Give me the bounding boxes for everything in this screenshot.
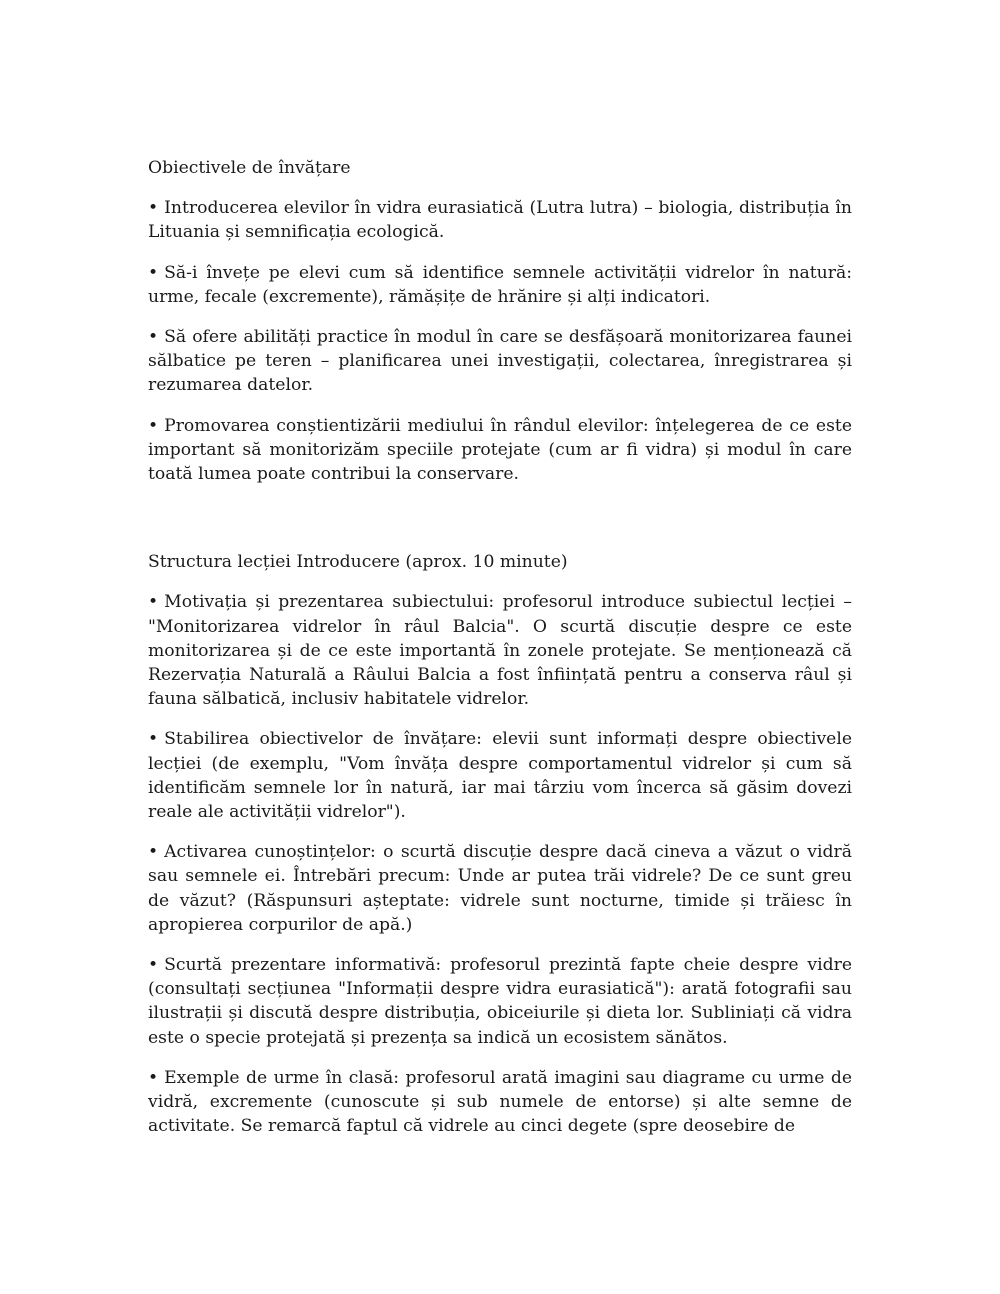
list-item [148, 590, 852, 711]
bullet-icon: • [148, 842, 159, 863]
bullet-icon: • [148, 729, 159, 750]
list-item [148, 727, 852, 824]
list-item-text: Activarea cunoștințelor: o scurtă discuție despre dacă cineva a văzut o vidră sau semnele ei. Întrebări precum: Unde ar putea trăi vidrele? De ce sunt greu de văzut? (Răspunsuri așteptate: vidrele sunt nocturne, timide și trăiesc în apropierea corpurilor de apă.) [148, 842, 852, 935]
bullet-icon: • [148, 415, 159, 436]
bullet-icon: • [148, 198, 159, 219]
section-title-lesson-structure: Structura lecției Introducere (aprox. 10 minute) [148, 552, 568, 573]
bullet-icon: • [148, 1067, 159, 1088]
list-item [148, 840, 852, 937]
bullet-icon: • [148, 262, 159, 283]
list-item [148, 325, 852, 398]
document-page [148, 156, 852, 1155]
list-item-text: Scurtă prezentare informativă: profesorul prezintă fapte cheie despre vidre (consultați secțiunea "Informații despre vidra eurasiatică"): arată fotografii sau ilustrații și discută despre distribuția, obiceiurile și dieta lor. Subliniați că vidra este o specie protejată și prezența sa indică un ecosistem sănătos. [148, 955, 852, 1048]
list-item-text: Motivația și prezentarea subiectului: profesorul introduce subiectul lecției – "Monitorizarea vidrelor în râul Balcia". O scurtă discuție despre ce este monitorizarea și de ce este importantă în zonele protejate. Se menționează că Rezervația Naturală a Râului Balcia a fost înființată pentru a conserva râul și fauna sălbatică, inclusiv habitatele vidrelor. [148, 592, 852, 710]
list-item-text: Să ofere abilități practice în modul în care se desfășoară monitorizarea faunei sălbatice pe teren – planificarea unei investigații, colectarea, înregistrarea și rezumarea datelor. [148, 327, 852, 396]
list-item [148, 1066, 852, 1139]
list-item [148, 953, 852, 1050]
section-spacer [148, 502, 852, 550]
list-item-text: Introducerea elevilor în vidra eurasiatică (Lutra lutra) – biologia, distribuția în Lituania și semnificația ecologică. [148, 198, 852, 243]
list-item [148, 414, 852, 487]
list-item [148, 261, 852, 309]
list-item-text: Promovarea conștientizării mediului în rândul elevilor: înțelegerea de ce este important să monitorizăm speciile protejate (cum ar fi vidra) și modul în care toată lumea poate contribui la conservare. [148, 415, 852, 485]
bullet-icon: • [148, 955, 159, 976]
list-item-text: Stabilirea obiectivelor de învățare: elevii sunt informați despre obiectivele lecției (de exemplu, "Vom învăța despre comportamentul vidrelor și cum să identificăm semnele lor în natură, iar mai târziu vom încerca să găsim dovezi reale ale activității vidrelor"). [148, 729, 852, 823]
list-item [148, 196, 852, 244]
section-title-learning-objectives: Obiectivele de învățare [148, 158, 351, 178]
list-item-text: Exemple de urme în clasă: profesorul arată imagini sau diagrame cu urme de vidră, excremente (cunoscute și sub numele de entorse) și alte semne de activitate. Se remarcă faptul că vidrele au cinci degete (spre deosebire de [148, 1067, 852, 1137]
bullet-icon: • [148, 592, 159, 613]
list-item-text: Să-i învețe pe elevi cum să identifice semnele activității vidrelor în natură: urme, fecale (excremente), rămășițe de hrănire și alți indicatori. [148, 262, 852, 307]
bullet-icon: • [148, 327, 159, 348]
